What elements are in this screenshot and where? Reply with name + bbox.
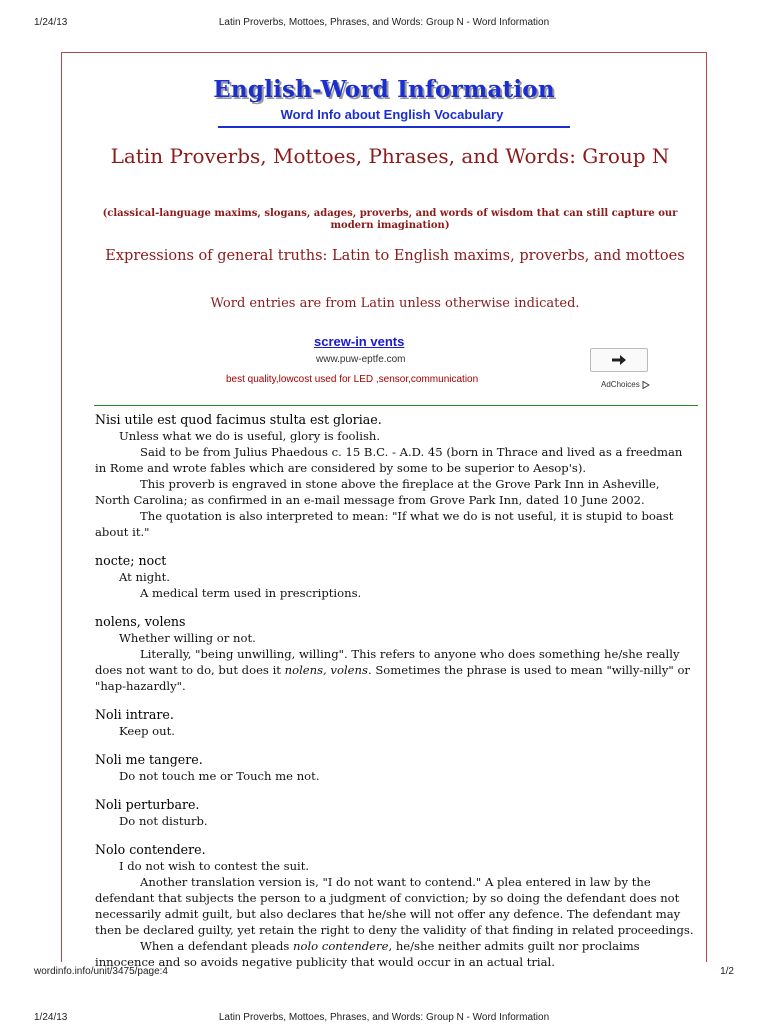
entry <box>95 751 695 784</box>
site-logo-subtitle: Word Info about English Vocabulary <box>280 107 504 122</box>
adchoices-label: AdChoices <box>601 380 640 389</box>
entry-note: Said to be from Julius Phaedous c. 15 B.C. - A.D. 45 (born in Thrace and lived as a freedman in Rome and wrote fables which are considered by some to be superior to Aesop's). <box>95 445 683 475</box>
entry <box>95 411 695 540</box>
print-url: wordinfo.info/unit/3475/page:4 <box>34 966 168 977</box>
entry-note-text: When a defendant pleads <box>140 939 294 953</box>
expressions-heading: Expressions of general truths: Latin to English maxims, proverbs, and mottoes <box>105 248 685 264</box>
section-divider <box>94 405 698 406</box>
entry-note-text: , he/she neither admits guilt nor proclaims innocence and so avoids negative publicity that would occur in an actual trial. <box>95 939 640 969</box>
entry-term: Nisi utile est quod facimus stulta est gloriae. <box>95 412 382 427</box>
entry-note: A medical term used in prescriptions. <box>140 586 362 600</box>
entry-meaning: Keep out. <box>119 724 175 738</box>
page-subtitle: (classical-language maxims, slogans, adages, proverbs, and words of wisdom that can still capture our modern imagination) <box>102 208 678 231</box>
entry-term: nolens, volens <box>95 614 186 629</box>
entry <box>95 706 695 739</box>
next-print-date: 1/24/13 <box>34 1012 68 1023</box>
site-logo-title[interactable]: English-Word Information <box>213 76 555 103</box>
ad-url[interactable]: www.puw-eptfe.com <box>316 354 406 365</box>
entry-note-italic: nolo contendere <box>293 939 389 953</box>
ad-description: best quality,lowcost used for LED ,sensor,communication <box>226 374 479 385</box>
entry <box>95 613 695 694</box>
print-page-number: 1/2 <box>720 966 734 977</box>
entry-note: The quotation is also interpreted to mean: "If what we do is not useful, it is stupid to boast about it." <box>95 509 674 539</box>
entry-note: This proverb is engraved in stone above the fireplace at the Grove Park Inn in Asheville, North Carolina; as confirmed in an e-mail message from Grove Park Inn, dated 10 June 2002. <box>95 477 660 507</box>
adchoices-link[interactable] <box>601 380 650 389</box>
entry-note <box>95 938 695 970</box>
entry-meaning: Do not touch me or Touch me not. <box>119 769 320 783</box>
entries-list <box>95 411 695 982</box>
ad-link[interactable]: screw-in vents <box>314 334 405 349</box>
logo-divider <box>218 126 570 128</box>
entry-meaning: Whether willing or not. <box>119 631 256 645</box>
entry-term: Noli perturbare. <box>95 797 200 812</box>
entry-term: nocte; noct <box>95 553 167 568</box>
arrow-right-icon <box>612 355 626 365</box>
origin-note: Word entries are from Latin unless otherwise indicated. <box>210 296 580 311</box>
entry-term: Noli intrare. <box>95 707 174 722</box>
next-print-title: Latin Proverbs, Mottoes, Phrases, and Words: Group N - Word Information <box>218 1012 550 1023</box>
entry <box>95 841 695 970</box>
entry <box>95 796 695 829</box>
adchoices-icon <box>642 381 650 389</box>
entry <box>95 552 695 601</box>
page-title: Latin Proverbs, Mottoes, Phrases, and Words: Group N <box>110 144 670 168</box>
entry-note-text: . Sometimes the phrase is used to mean "willy-nilly" or "hap-hazardly". <box>95 663 690 693</box>
entry-term: Noli me tangere. <box>95 752 203 767</box>
entry-meaning: Do not disturb. <box>119 814 208 828</box>
entry-note: Another translation version is, "I do not want to contend." A plea entered in law by the defendant that subjects the person to a judgment of conviction; by so doing the defendant does not necessarily admit guilt, but also declares that he/she will not offer any defence. The defendant may then be declared guilty, yet retain the right to deny the validity of that finding in related proceedings. <box>95 875 694 937</box>
print-date: 1/24/13 <box>34 17 68 28</box>
entry-note <box>95 646 695 694</box>
entry-meaning: At night. <box>119 570 170 584</box>
entry-meaning: I do not wish to contest the suit. <box>119 859 310 873</box>
entry-term: Nolo contendere. <box>95 842 206 857</box>
print-title: Latin Proverbs, Mottoes, Phrases, and Words: Group N - Word Information <box>218 17 550 28</box>
entry-meaning: Unless what we do is useful, glory is foolish. <box>119 429 381 443</box>
entry-note-text: Literally, "being unwilling, willing". This refers to anyone who does something he/she really does not want to do, but does it <box>95 647 680 677</box>
entry-note-italic: nolens, volens <box>284 663 368 677</box>
ad-arrow-button[interactable] <box>590 348 648 372</box>
